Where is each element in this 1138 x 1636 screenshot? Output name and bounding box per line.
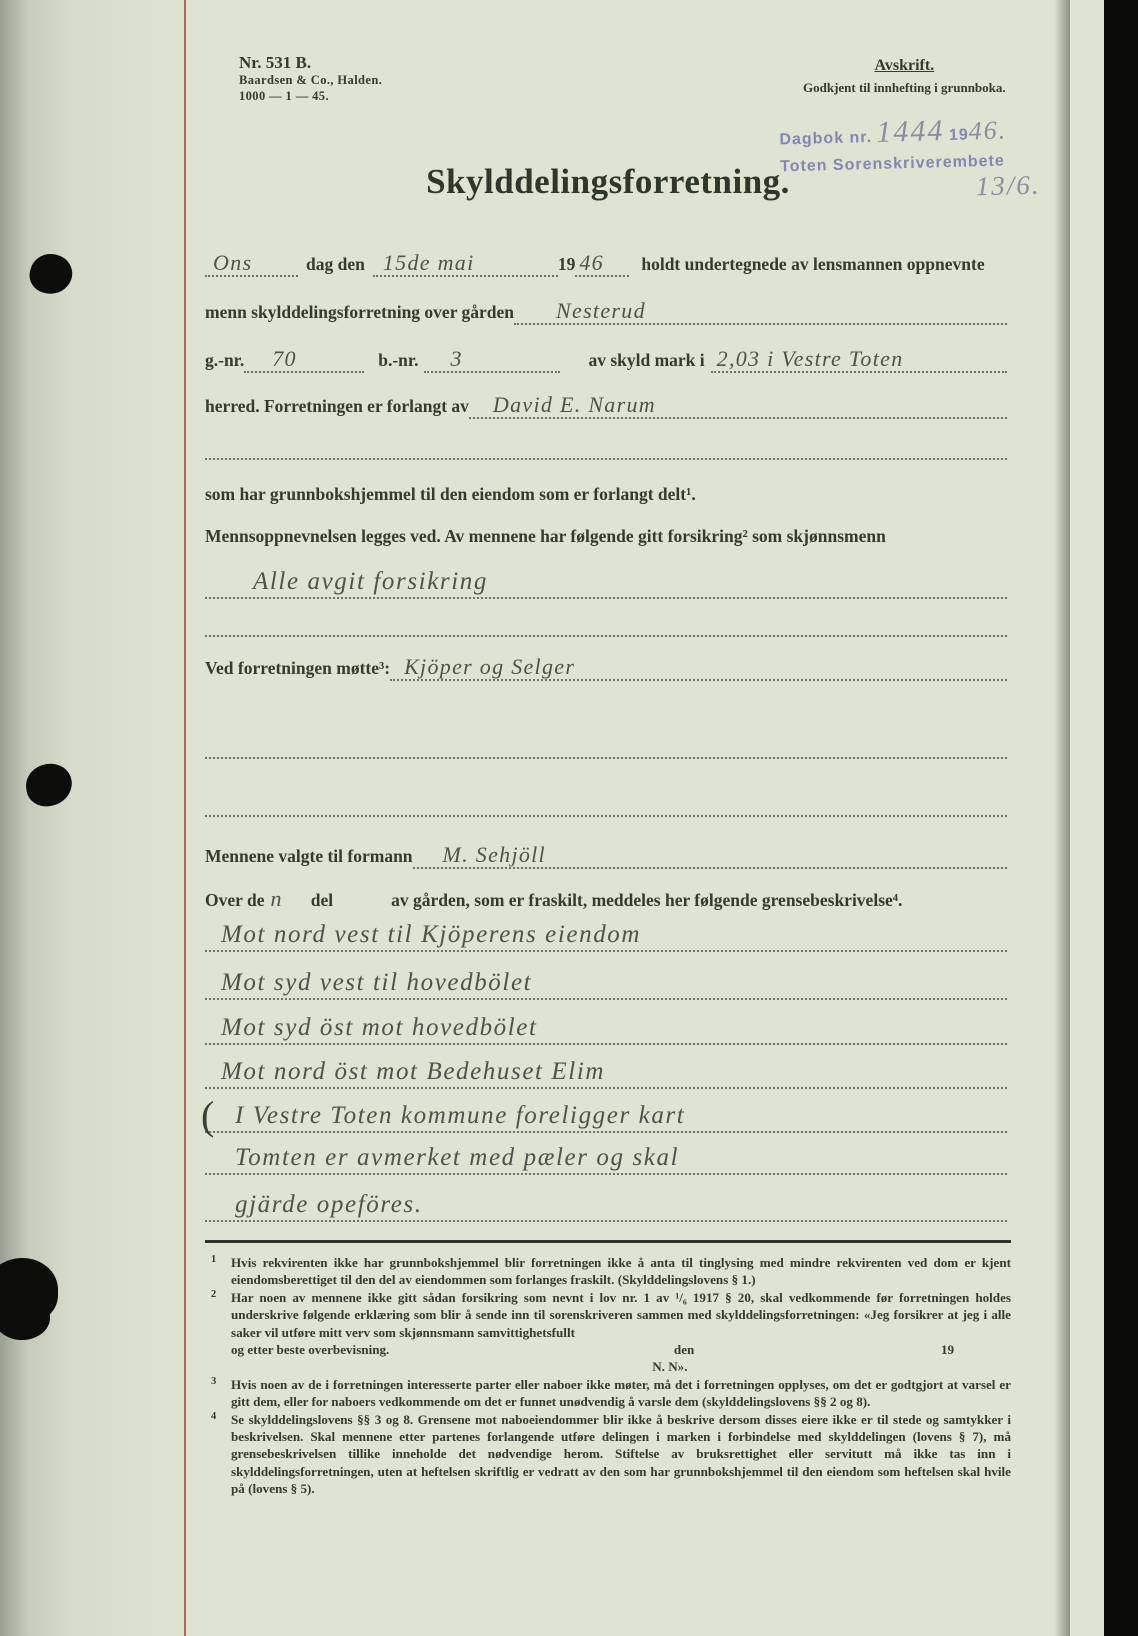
handwritten-boundary: Tomten er avmerket med pæler og skal	[235, 1144, 680, 1171]
handwritten-weekday: Ons	[213, 250, 253, 275]
form-line-farm	[205, 300, 1007, 325]
footnote-number: 1	[211, 1254, 217, 1265]
footnote-2-year: 19	[940, 1342, 955, 1358]
label-bnr: b.-nr.	[378, 350, 419, 370]
handwritten-boundary: Mot nord öst mot Bedehuset Elim	[221, 1058, 606, 1085]
copy-note	[803, 54, 1006, 98]
footnote-1	[205, 1254, 1011, 1289]
footnote-2-signature: N. N».	[652, 1359, 688, 1375]
handwritten-year: 46	[579, 250, 604, 275]
dotted-rule	[205, 458, 1007, 460]
blank-skyld	[711, 348, 1007, 373]
text-grunnbokshjemmel: som har grunnbokshjemmel til den eiendom som er forlangt delt¹.	[205, 484, 696, 504]
margin-line	[184, 0, 186, 1636]
blank-bnr	[424, 348, 560, 373]
dotted-rule	[205, 757, 1007, 759]
blank-formann	[413, 844, 1007, 869]
binding-shadow	[0, 0, 200, 1636]
handwriting-line-forsikring	[205, 556, 1007, 599]
handwritten-date: 15de mai	[382, 250, 475, 275]
footnote-2-left: og etter beste overbevisning.	[231, 1342, 390, 1358]
blank-farm-name	[514, 300, 1007, 325]
footnote-4	[205, 1411, 1011, 1498]
handwritten-boundary: Mot syd öst mot hovedbölet	[221, 1014, 538, 1041]
form-line-formann	[205, 844, 1007, 869]
printer-imprint	[239, 52, 382, 105]
form-line-moette	[205, 656, 1007, 681]
label-ved-forretningen: Ved forretningen møtte³:	[205, 658, 391, 678]
footnote-text: Hvis rekvirenten ikke har grunnbokshjemmel blir forretningen ikke å anta til tinglysing med mindre rekvirenten ved dom er kjent eiendomsberettiget til den del av eiendommen som forlanges fraskilt. (Skylddelingslovens § 1.)	[231, 1255, 1011, 1288]
ink-brace-mark: (	[201, 1093, 215, 1138]
label-valgte-formann: Mennene valgte til formann	[205, 846, 413, 866]
footnote-3	[205, 1376, 1011, 1411]
boundary-line	[205, 1040, 1007, 1089]
handwritten-bnr: 3	[450, 346, 463, 371]
text-mennsoppnevnelsen: Mennsoppnevnelsen legges ved. Av mennene har følgende gitt forsikring² som skjønnsmenn	[205, 526, 886, 546]
footnote-2	[205, 1289, 1011, 1376]
label-forlangt-av: herred. Forretningen er forlangt av	[205, 396, 469, 416]
handwritten-boundary: gjärde opeföres.	[235, 1191, 423, 1218]
blank-date	[373, 252, 558, 277]
label-grensebeskrivelse: av gården, som er fraskilt, meddeles her følgende grensebeskrivelse⁴.	[391, 890, 903, 910]
footnote-text: Se skylddelingslovens §§ 3 og 8. Grensene mot naboeiendommer blir ikke å beskrive dersom disses eiere ikke er til stede og samtykker i beskrivelsen. Skal mennene etter partenes forlangende utføre delingen i marken i forbindelse med skylddelingen (lovens § 7), må grensebeskrivelsen tillike inneholde det nødvendige herom. Stiftelse av bruksrettighet eller servitutt må ikke tas inn i skylddelingsforretningen, uten at heftelsen skriftlig er vedratt av den som har grunnbokshjemmel til den eiendom som heftelsen skal hvile på (lovens § 5).	[231, 1411, 1011, 1497]
form-line-gnr-bnr	[205, 348, 1007, 373]
stamp-year-prefix: 19	[948, 126, 969, 144]
printer-name: Baardsen & Co., Halden.	[239, 73, 383, 88]
handwritten-boundary: Mot nord vest til Kjöperens eiendom	[221, 921, 642, 948]
blank-weekday	[205, 252, 298, 277]
label-year-prefix: 19	[557, 254, 576, 274]
journal-number-handwritten: 1444	[875, 114, 945, 149]
label-gaarden: menn skylddelingsforretning over gården	[205, 302, 515, 322]
handwritten-boundary: Mot syd vest til hovedbölet	[221, 969, 533, 996]
approval-note: Godkjent til innhefting i grunnboka.	[803, 80, 1006, 95]
footnote-2-declaration-line	[231, 1341, 1011, 1358]
label-skyld-mark: av skyld mark i	[588, 350, 705, 370]
handwritten-skyld: 2,03 i Vestre Toten	[716, 346, 904, 371]
dotted-rule	[205, 635, 1007, 637]
footnote-2-den: den	[673, 1342, 695, 1358]
handwritten-farm-name: Nesterud	[556, 298, 646, 323]
label-dag-den: dag den	[306, 254, 365, 274]
footnote-number: 4	[211, 1410, 217, 1422]
handwritten-formann: M. Sehjöll	[442, 842, 546, 867]
handwritten-requester: David E. Narum	[492, 392, 656, 417]
document-title: Skylddelingsforretning.	[426, 162, 790, 201]
footnote-text: Hvis noen av de i forretningen interesserte parter eller naboer ikke møter, må det i forretningen opplyses, om det er godtgjort at varsel er gitt dem, eller for naboers vedkommende om det er funnet unødvendig å varsle dem (skylddelingslovens §§ 2 og 8).	[231, 1376, 1011, 1410]
handwritten-n: n	[270, 886, 283, 911]
footnote-text: Har noen av mennene ikke gitt sådan forsikring som nevnt i lov nr. 1 av ¹/₆ 1917 § 20, skal vedkommende før forretningen holdes underskrive følgende erklæring som blir å sende inn til sorenskriveren sammen med skylddelingsforretningen: «Jeg forsikrer at jeg i alle saker vil utføre mitt verv som skjønnsmann samvittighetsfullt	[231, 1289, 1011, 1340]
blank-moette	[390, 656, 1007, 681]
form-number: Nr. 531 B.	[239, 53, 312, 72]
boundary-line	[205, 1173, 1007, 1222]
boundary-line	[205, 996, 1007, 1045]
footnote-number: 2	[211, 1288, 217, 1300]
handwritten-forsikring: Alle avgit forsikring	[253, 568, 488, 595]
stamp-date-handwritten: 13/6.	[975, 169, 1041, 202]
boundary-line	[205, 1126, 1007, 1175]
handwritten-boundary: I Vestre Toten kommune foreligger kart	[235, 1102, 686, 1129]
footnote-number: 3	[211, 1375, 217, 1387]
print-run: 1000 — 1 — 45.	[239, 88, 329, 103]
form-line-requester	[205, 394, 1007, 419]
form-line-hjemmel	[205, 484, 1007, 505]
blank-gnr	[244, 348, 364, 373]
form-line-oppnevnelse	[205, 526, 1007, 547]
stamp-year-handwritten: 46.	[968, 115, 1008, 146]
footnotes-block	[205, 1254, 1011, 1498]
handwritten-gnr: 70	[272, 346, 297, 371]
boundary-line	[205, 903, 1007, 952]
label-gnr: g.-nr.	[205, 350, 245, 370]
boundary-line	[205, 951, 1007, 1000]
label-del: del	[310, 890, 334, 910]
form-content	[201, 0, 1041, 1636]
label-holdt: holdt undertegnede av lensmannen oppnevnte	[641, 254, 985, 274]
avskrift-heading: Avskrift.	[874, 57, 935, 74]
stamp-dagbok-label: Dagbok nr.	[779, 128, 873, 149]
handwritten-moette: Kjöper og Selger	[404, 654, 576, 679]
blank-year	[575, 252, 629, 277]
dotted-rule	[205, 815, 1007, 817]
label-over-de: Over de	[205, 890, 265, 910]
footnote-separator-rule	[205, 1240, 1011, 1243]
form-line-date	[205, 252, 1007, 277]
page-edge-shadow	[1054, 0, 1070, 1636]
stamp-office-name: Toten Sorenskriverembete	[779, 152, 1005, 175]
blank-requester	[469, 394, 1007, 419]
